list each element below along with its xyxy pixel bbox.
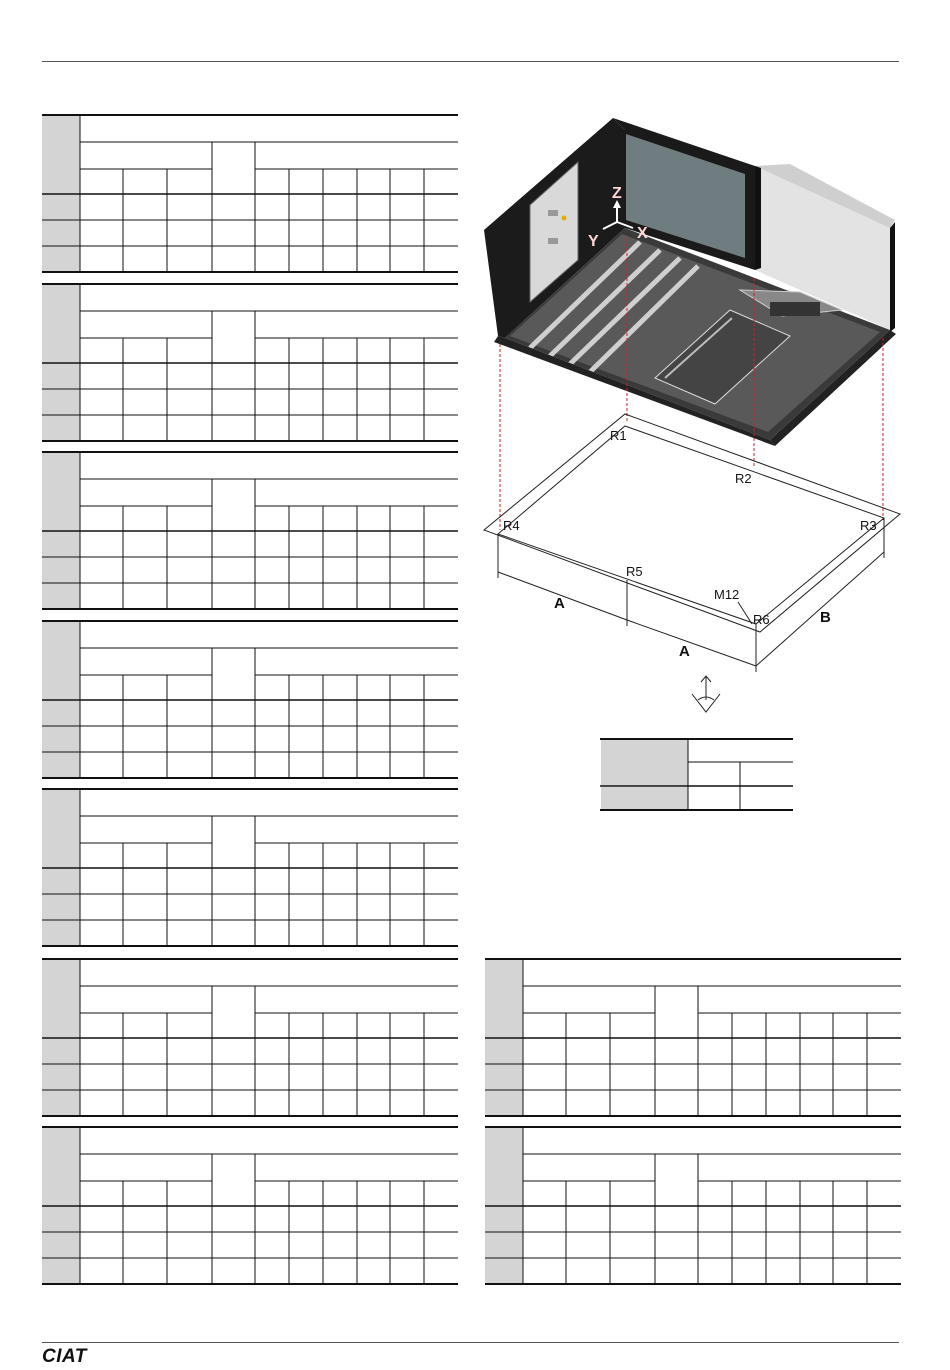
blank-table-1 bbox=[42, 114, 458, 274]
floor-plate bbox=[484, 414, 900, 632]
blank-table-7 bbox=[42, 1126, 458, 1286]
dimension-b: B bbox=[820, 609, 831, 626]
blank-table-3 bbox=[42, 451, 458, 611]
callout-r4: R4 bbox=[503, 518, 520, 533]
callouts bbox=[503, 428, 877, 660]
installation-figure bbox=[470, 110, 910, 725]
small-blank-table bbox=[600, 738, 794, 812]
blank-table-5 bbox=[42, 788, 458, 948]
blank-table-4 bbox=[42, 620, 458, 780]
footer-rule bbox=[42, 1342, 899, 1343]
unit-body bbox=[484, 118, 896, 446]
blank-table-2 bbox=[42, 283, 458, 443]
callout-r6: R6 bbox=[753, 612, 770, 627]
callout-m12: M12 bbox=[714, 587, 740, 602]
blank-table-9 bbox=[485, 1126, 901, 1286]
blank-table-6 bbox=[42, 958, 458, 1118]
axis-label-y: Y bbox=[588, 233, 599, 250]
axis-label-x: X bbox=[637, 225, 648, 242]
axis-label-z: Z bbox=[612, 185, 622, 202]
header-rule bbox=[42, 61, 899, 62]
callout-r1: R1 bbox=[610, 428, 627, 443]
callout-r2: R2 bbox=[735, 471, 752, 486]
dimension-a-left: A bbox=[554, 595, 565, 612]
view-direction-icon bbox=[692, 676, 720, 712]
dimension-a-right: A bbox=[679, 643, 690, 660]
callout-r3: R3 bbox=[860, 518, 877, 533]
callout-r5: R5 bbox=[626, 564, 643, 579]
ciat-logo: CIAT bbox=[42, 1346, 87, 1367]
blank-table-8 bbox=[485, 958, 901, 1118]
